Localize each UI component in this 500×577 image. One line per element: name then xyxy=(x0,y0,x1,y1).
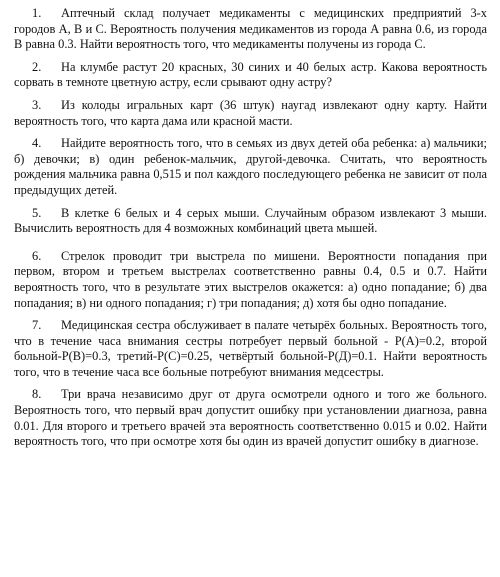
task-number: 5. xyxy=(32,205,42,220)
task-text: Медицинская сестра обслуживает в палате четырёх больных. Вероятность того, что в течение часа внимания сестры потребует первый больной - Р(А)=0.2, второй больной-Р(В)=0.3, третий-Р(С)=0.25, четвёртый больной-Р(Д)=0.1. Найти вероятность того, что в течение часа все больные потребуют внимания медсестры. xyxy=(14,318,487,379)
task-1 xyxy=(14,6,487,53)
task-number: 7. xyxy=(32,318,42,333)
task-text: Стрелок проводит три выстрела по мишени. Вероятности попадания при первом, втором и третьем выстрелах соответственно равны 0.4, 0.5 и 0.7. Найти вероятность того, что в результате этих выстрелов окажется: а) одно попадание; б) два попадания; в) ни одного попадания; г) три попадания; д) хотя бы одно попадание. xyxy=(14,248,487,310)
task-number: 8. xyxy=(32,387,42,402)
task-text: Три врача независимо друг от друга осмотрели одного и того же больного. Вероятность того, что первый врач допустит ошибку при установлении диагноза, равна 0.01. Для второго и третьего врачей эта вероятность соответственно 0.015 и 0.02. Найти вероятность того, что при осмотре хотя бы один из врачей допустит ошибку в диагнозе. xyxy=(14,387,487,449)
task-7 xyxy=(14,318,487,380)
task-text: В клетке 6 белых и 4 серых мыши. Случайным образом извлекают 3 мыши. Вычислить вероятность для 4 возможных комбинаций цвета мышей. xyxy=(14,205,487,236)
task-8 xyxy=(14,387,487,449)
task-number: 1. xyxy=(32,6,42,20)
task-6 xyxy=(14,249,487,311)
task-text: Найдите вероятность того, что в семьях из двух детей оба ребенка: а) мальчики; б) девочки; в) один ребенок-мальчик, другой-девочка. Считать, что вероятность рождения мальчика равна 0,515 и пол каждого последующего ребенка не зависит от пола предыдущих детей. xyxy=(14,136,487,197)
task-number: 4. xyxy=(32,136,42,151)
task-text: На клумбе растут 20 красных, 30 синих и 40 белых астр. Какова вероятность сорвать в темноте цветную астру, если срывают одну астру? xyxy=(14,59,487,90)
task-2 xyxy=(14,60,487,91)
task-text: Аптечный склад получает медикаменты с медицинских предприятий 3-х городов А, В и С. Вероятность получения медикаментов из города А равна 0.6, из города В равна 0.3. Найти вероятность того, что медикаменты получены из города С. xyxy=(14,6,487,52)
task-3 xyxy=(14,98,487,129)
task-5 xyxy=(14,206,487,237)
task-number: 3. xyxy=(32,97,42,112)
task-number: 6. xyxy=(32,248,42,263)
task-number: 2. xyxy=(32,59,42,74)
task-4 xyxy=(14,136,487,198)
task-text: Из колоды игральных карт (36 штук) наугад извлекают одну карту. Найти вероятность того, что карта дама или красной масти. xyxy=(14,97,487,128)
